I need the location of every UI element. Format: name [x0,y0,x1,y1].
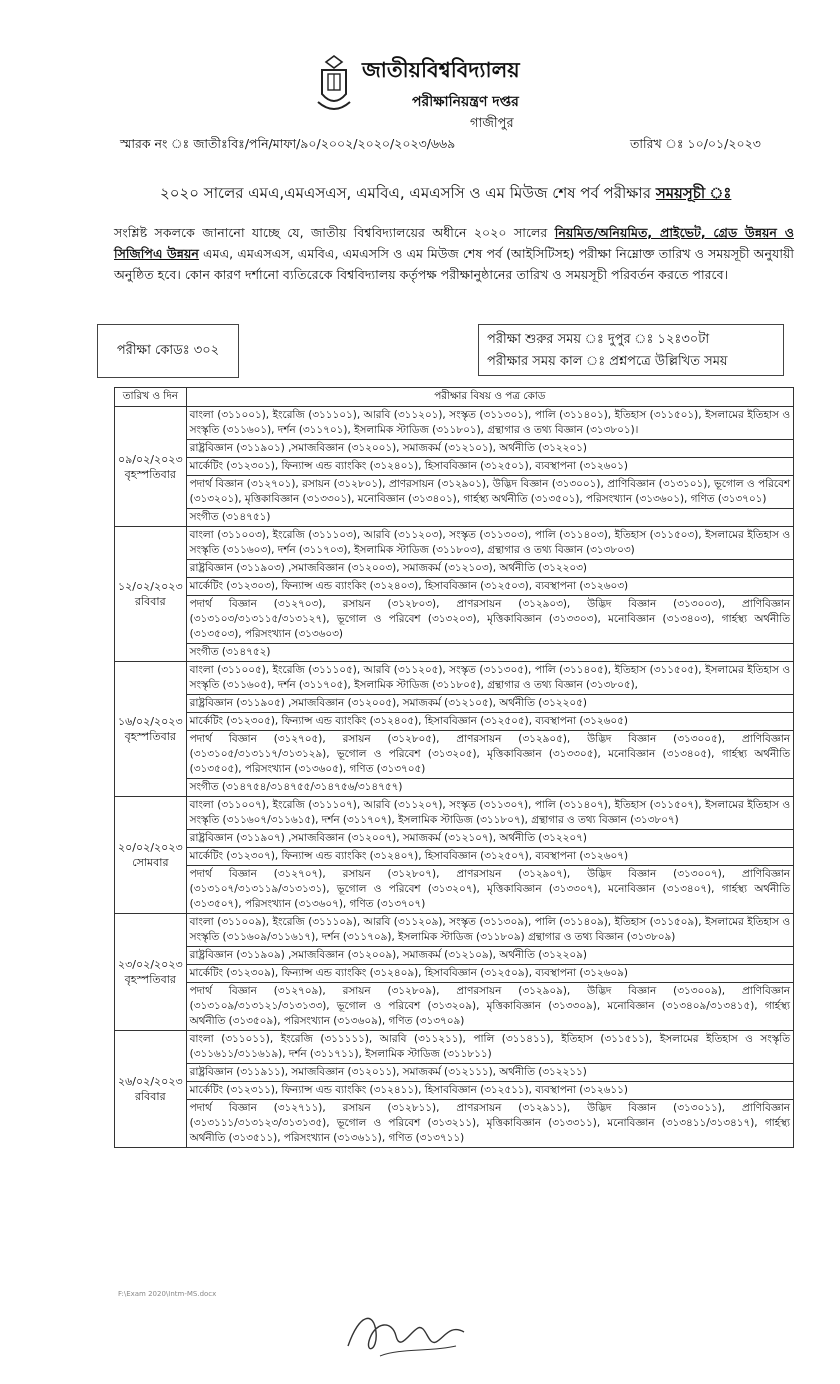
table-row [115,797,794,830]
table-row [115,866,794,914]
table-row [115,1082,794,1100]
subject-cell: মার্কেটিং (৩১২৩০৫), ফিন্যান্স এন্ড ব্যাংকিং (৩১২৪০৫), হিসাববিজ্ঞান (৩১২৫০৫), ব্যবস্থাপনা (৩১২৬০৫) [186,713,793,731]
exam-time-box [478,324,784,376]
table-row [115,713,794,731]
exam-date: ২০/০২/২০২৩ [118,841,183,854]
schedule-body [115,407,794,1148]
exam-date: ১৬/০২/২০২৩ [118,715,183,728]
subject-cell: পদার্থ বিজ্ঞান (৩১২৭০৯), রসায়ন (৩১২৮০৯), প্রাণরসায়ন (৩১২৯০৯), উদ্ভিদ বিজ্ঞান (৩১৩০০৯), প্রাণিবিজ্ঞান (৩১৩১০৯/৩১৩১২১/৩১৩১৩৩), ভূগোল ও পরিবেশ (৩১৩২০৯), মৃত্তিকাবিজ্ঞান (৩১৩৩০৯), মনোবিজ্ঞান (৩১৩৪০৯/৩১৩৪১৫), গার্হস্থ্য অর্থনীতি (৩১৩৫০৯), পরিসংখ্যান (৩১৩৬০৯), গণিত (৩১৩৭০৯) [186,983,793,1031]
table-row [115,458,794,476]
table-row [115,779,794,797]
exam-date: ১২/০২/২০২৩ [118,580,183,593]
date-day-cell [115,527,187,662]
subject-cell: বাংলা (৩১১০০৫), ইংরেজি (৩১১১০৫), আরবি (৩১১২০৫), সংস্কৃত (৩১১৩০৫), পালি (৩১১৪০৫), ইতিহাস (৩১১৫০৫), ইসলামের ইতিহাস ও সংস্কৃতি (৩১১৬০৫), দর্শন (৩১১৭০৫), ইসলামিক স্টাডিজ (৩১১৮০৫), গ্রন্থাগার ও তথ্য বিজ্ঞান (৩১৩৮০৫), [186,662,793,695]
table-row [115,1100,794,1148]
exam-duration: পরীক্ষার সময় কাল ঃ প্রশ্নপত্রে উল্লিখিত সময় [487,354,728,369]
subject-cell: পদার্থ বিজ্ঞান (৩১২৭০৭), রসায়ন (৩১২৮০৭), প্রাণরসায়ন (৩১২৯০৭), উদ্ভিদ বিজ্ঞান (৩১৩০০৭), প্রাণিবিজ্ঞান (৩১৩১০৭/৩১৩১১৯/৩১৩১৩১), ভূগোল ও পরিবেশ (৩১৩২০৭), মৃত্তিকাবিজ্ঞান (৩১৩৩০৭), মনোবিজ্ঞান (৩১৩৪০৭), গার্হস্থ্য অর্থনীতি (৩১৩৫০৭), পরিসংখ্যান (৩১৩৬০৭), গণিত (৩১৩৭০৭) [186,866,793,914]
subject-cell: রাষ্ট্রবিজ্ঞান (৩১১৯০১) ,সমাজবিজ্ঞান (৩১২০০১), সমাজকর্ম (৩১২১০১), অর্থনীতি (৩১২২০১) [186,440,793,458]
title-text: ২০২০ সালের এমএ,এমএসএস, এমবিএ, এমএসসি ও এম মিউজ শেষ পর্ব পরীক্ষার [160,184,656,202]
exam-code-box [97,324,239,378]
exam-weekday: বৃহস্পতিবার [124,730,176,743]
exam-date: ০৯/০২/২০২৩ [118,452,183,466]
date-day-cell [115,1031,187,1148]
subject-cell: রাষ্ট্রবিজ্ঞান (৩১১৯০৯) ,সমাজবিজ্ঞান (৩১২০০৯), সমাজকর্ম (৩১২১০৯), অর্থনীতি (৩১২২০৯) [186,947,793,965]
schedule-table [114,387,794,1148]
title-emphasis: সময়সূচী ঃ [655,184,732,202]
file-path: F:\Exam 2020\Intm-MS.docx [118,1290,217,1298]
exam-date: ২৬/০২/২০২৩ [118,1075,183,1088]
subject-cell: সংগীত (৩১৪৭৫৪/৩১৪৭৫৫/৩১৪৭৫৬/৩১৪৭৫৭) [186,779,793,797]
subject-cell: পদার্থ বিজ্ঞান (৩১২৭০৫), রসায়ন (৩১২৮০৫), প্রাণরসায়ন (৩১২৯০৫), উদ্ভিদ বিজ্ঞান (৩১৩০০৫), প্রাণিবিজ্ঞান (৩১৩১০৫/৩১৩১১৭/৩১৩১২৯), ভূগোল ও পরিবেশ (৩১৩২০৫), মৃত্তিকাবিজ্ঞান (৩১৩৩০৫), মনোবিজ্ঞান (৩১৩৪০৫), গার্হস্থ্য অর্থনীতি (৩১৩৫০৫), পরিসংখ্যান (৩১৩৬০৫), গণিত (৩১৩৭০৫) [186,731,793,779]
date-day-cell [115,407,187,527]
intro-part1: সংশ্লিষ্ট সকলকে জানানো যাচ্ছে যে, জাতীয় বিশ্ববিদ্যালয়ের অধীনে ২০২০ সালের [114,225,555,240]
letterhead [0,44,840,164]
exam-weekday: রবিবার [134,1090,166,1103]
table-row [115,578,794,596]
subject-cell: রাষ্ট্রবিজ্ঞান (৩১১৯০৫) ,সমাজবিজ্ঞান (৩১২০০৫), সমাজকর্ম (৩১২১০৫), অর্থনীতি (৩১২২০৫) [186,695,793,713]
memo-number: স্মারক নং ঃ জাতীঃবিঃ/পনি/মাফা/৯০/২০০২/২০২০/২০২৩/৬৬৯ [120,136,456,151]
table-row [115,914,794,947]
table-row [115,947,794,965]
exam-weekday: সোমবার [132,856,169,869]
subject-cell: মার্কেটিং (৩১২৩০৩), ফিন্যান্স এন্ড ব্যাংকিং (৩১২৪০৩), হিসাববিজ্ঞান (৩১২৫০৩), ব্যবস্থাপনা (৩১২৬০৩) [186,578,793,596]
table-row [115,662,794,695]
intro-emphasis: নিয়মিত/অনিয়মিত, প্রাইভেট, গ্রেড উন্নয়ন ও সিজিপিএ উন্নয়ন [114,225,794,261]
subject-cell: রাষ্ট্রবিজ্ঞান (৩১১৯০৩) ,সমাজবিজ্ঞান (৩১২০০৩), সমাজকর্ম (৩১২১০৩), অর্থনীতি (৩১২২০৩) [186,560,793,578]
exam-weekday: রবিবার [134,595,166,608]
table-row [115,848,794,866]
university-logo-icon [312,54,356,116]
intro-paragraph [114,222,794,285]
exam-weekday: বৃহস্পতিবার [124,467,176,481]
table-row [115,830,794,848]
date-day-cell [115,662,187,797]
subject-cell: মার্কেটিং (৩১২৩০১), ফিন্যান্স এন্ড ব্যাংকিং (৩১২৪০১), হিসাববিজ্ঞান (৩১২৫০১), ব্যবস্থাপনা (৩১২৬০১) [186,458,793,476]
table-row [115,1064,794,1082]
subject-cell: পদার্থ বিজ্ঞান (৩১২৭০৩), রসায়ন (৩১২৮০৩), প্রাণরসায়ন (৩১২৯০৩), উদ্ভিদ বিজ্ঞান (৩১৩০০৩), প্রাণিবিজ্ঞান (৩১৩১০৩/৩১৩১১৫/৩১৩১২৭), ভূগোল ও পরিবেশ (৩১৩২০৩), মৃত্তিকাবিজ্ঞান (৩১৩৩০৩), মনোবিজ্ঞান (৩১৩৪০৩), গার্হস্থ্য অর্থনীতি (৩১৩৫০৩), পরিসংখ্যান (৩১৩৬০৩) [186,596,793,644]
table-row [115,560,794,578]
exam-start-time: পরীক্ষা শুরুর সময় ঃ দুপুর ঃ ১২ঃ৩০টা [487,332,710,347]
signature-icon [340,1302,480,1362]
table-row [115,440,794,458]
table-row [115,983,794,1031]
date-day-cell [115,797,187,914]
subject-cell: মার্কেটিং (৩১২৩০৯), ফিন্যান্স এন্ড ব্যাংকিং (৩১২৪০৯), হিসাববিজ্ঞান (৩১২৫০৯), ব্যবস্থাপনা (৩১২৬০৯) [186,965,793,983]
subject-cell: বাংলা (৩১১০০৯), ইংরেজি (৩১১১০৯), আরবি (৩১১২০৯), সংস্কৃত (৩১১৩০৯), পালি (৩১১৪০৯), ইতিহাস (৩১১৫০৯), ইসলামের ইতিহাস ও সংস্কৃতি (৩১১৬০৯/৩১১৬১৭), দর্শন (৩১১৭০৯), ইসলামিক স্টাডিজ (৩১১৮০৯) গ্রন্থাগার ও তথ্য বিজ্ঞান (৩১৩৮০৯) [186,914,793,947]
table-row [115,509,794,527]
table-row [115,596,794,644]
date-day-cell [115,914,187,1031]
header-subjects: পরীক্ষার বিষয় ও পত্র কোড [186,388,793,407]
subject-cell: বাংলা (৩১১০০১), ইংরেজি (৩১১১০১), আরবি (৩১১২০১), সংস্কৃত (৩১১৩০১), পালি (৩১১৪০১), ইতিহাস (৩১১৫০১), ইসলামের ইতিহাস ও সংস্কৃতি (৩১১৬০১), দর্শন (৩১১৭০১), ইসলামিক স্টাডিজ (৩১১৮০১), গ্রন্থাগার ও তথ্য বিজ্ঞান (৩১৩৮০১)। [186,407,793,440]
subject-cell: বাংলা (৩১১০০৩), ইংরেজি (৩১১১০৩), আরবি (৩১১২০৩), সংস্কৃত (৩১১৩০৩), পালি (৩১১৪০৩), ইতিহাস (৩১১৫০৩), ইসলামের ইতিহাস ও সংস্কৃতি (৩১১৬০৩), দর্শন (৩১১৭০৩), ইসলামিক স্টাডিজ (৩১১৮০৩), গ্রন্থাগার ও তথ্য বিজ্ঞান (৩১৩৮০৩) [186,527,793,560]
exam-weekday: বৃহস্পতিবার [124,973,176,986]
subject-cell: রাষ্ট্রবিজ্ঞান (৩১১৯০৭) ,সমাজবিজ্ঞান (৩১২০০৭), সমাজকর্ম (৩১২১০৭), অর্থনীতি (৩১২২০৭) [186,830,793,848]
subject-cell: বাংলা (৩১১০০৭), ইংরেজি (৩১১১০৭), আরবি (৩১১২০৭), সংস্কৃত (৩১১৩০৭), পালি (৩১১৪০৭), ইতিহাস (৩১১৫০৭), ইসলামের ইতিহাস ও সংস্কৃতি (৩১১৬০৭/৩১১৬১৫), দর্শন (৩১১৭০৭), ইসলামিক স্টাডিজ (৩১১৮০৭), গ্রন্থাগার ও তথ্য বিজ্ঞান (৩১৩৮০৭) [186,797,793,830]
subject-cell: পদার্থ বিজ্ঞান (৩১২৭০১), রসায়ন (৩১২৮০১), প্রাণরসায়ন (৩১২৯০১), উদ্ভিদ বিজ্ঞান (৩১৩০০১), প্রাণিবিজ্ঞান (৩১৩১০১), ভূগোল ও পরিবেশ (৩১৩২০১), মৃত্তিকাবিজ্ঞান (৩১৩৩০১), মনোবিজ্ঞান (৩১৩৪০১), গার্হস্থ্য অর্থনীতি (৩১৩৫০১), পরিসংখ্যান (৩১৩৬০১), গণিত (৩১৩৭০১) [186,476,793,509]
table-row [115,695,794,713]
subject-cell: মার্কেটিং (৩১২৩১১), ফিন্যান্স এন্ড ব্যাংকিং (৩১২৪১১), হিসাববিজ্ঞান (৩১২৫১১), ব্যবস্থাপনা (৩১২৬১১) [186,1082,793,1100]
table-header-row [115,388,794,407]
table-row [115,644,794,662]
exam-code: পরীক্ষা কোডঃ ৩০২ [116,342,220,358]
intro-part2: এমএ, এমএসএস, এমবিএ, এমএসসি ও এম মিউজ শেষ পর্ব (আইসিটিসহ) পরীক্ষা নিম্নোক্ত তারিখ ও সময়সূচী অনুযায়ী অনুষ্ঠিত হবে। কোন কারণ দর্শানো ব্যতিরেকে বিশ্ববিদ্যালয় কর্তৃপক্ষ পরীক্ষানুষ্ঠানের তারিখ ও সময়সূচী পরিবর্তন করতে পারবে। [114,246,794,282]
table-row [115,527,794,560]
city-name: গাজীপুর [470,116,514,131]
table-row [115,1031,794,1064]
header-date-day: তারিখ ও দিন [115,388,187,407]
subject-cell: পদার্থ বিজ্ঞান (৩১২৭১১), রসায়ন (৩১২৮১১), প্রাণরসায়ন (৩১২৯১১), উদ্ভিদ বিজ্ঞান (৩১৩০১১), প্রাণিবিজ্ঞান (৩১৩১১১/৩১৩১২৩/৩১৩১৩৫), ভূগোল ও পরিবেশ (৩১৩২১১), মৃত্তিকাবিজ্ঞান (৩১৩৩১১), মনোবিজ্ঞান (৩১৩৪১১/৩১৩৪১৭), গার্হস্থ্য অর্থনীতি (৩১৩৫১১), পরিসংখ্যান (৩১৩৬১১), গণিত (৩১৩৭১১) [186,1100,793,1148]
letter-date: তারিখ ঃ ১০/০১/২০২৩ [630,136,761,151]
table-row [115,965,794,983]
subject-cell: রাষ্ট্রবিজ্ঞান (৩১১৯১১), সমাজবিজ্ঞান (৩১২০১১), সমাজকর্ম (৩১২১১১), অর্থনীতি (৩১২২১১) [186,1064,793,1082]
office-name: পরীক্ষানিয়ন্ত্রণ দপ্তর [412,94,519,110]
document-title [160,182,731,207]
subject-cell: বাংলা (৩১১০১১), ইংরেজি (৩১১১১১), আরবি (৩১১২১১), পালি (৩১১৪১১), ইতিহাস (৩১১৫১১), ইসলামের ইতিহাস ও সংস্কৃতি (৩১১৬১১/৩১১৬১৯), দর্শন (৩১১৭১১), ইসলামিক স্টাডিজ (৩১১৮১১) [186,1031,793,1064]
table-row [115,731,794,779]
subject-cell: সংগীত (৩১৪৭৫১) [186,509,793,527]
university-name: জাতীয়বিশ্ববিদ্যালয় [362,58,520,82]
table-row [115,476,794,509]
exam-date: ২৩/০২/২০২৩ [118,958,183,971]
subject-cell: সংগীত (৩১৪৭৫২) [186,644,793,662]
table-row [115,407,794,440]
subject-cell: মার্কেটিং (৩১২৩০৭), ফিন্যান্স এন্ড ব্যাংকিং (৩১২৪০৭), হিসাববিজ্ঞান (৩১২৫০৭), ব্যবস্থাপনা (৩১২৬০৭) [186,848,793,866]
